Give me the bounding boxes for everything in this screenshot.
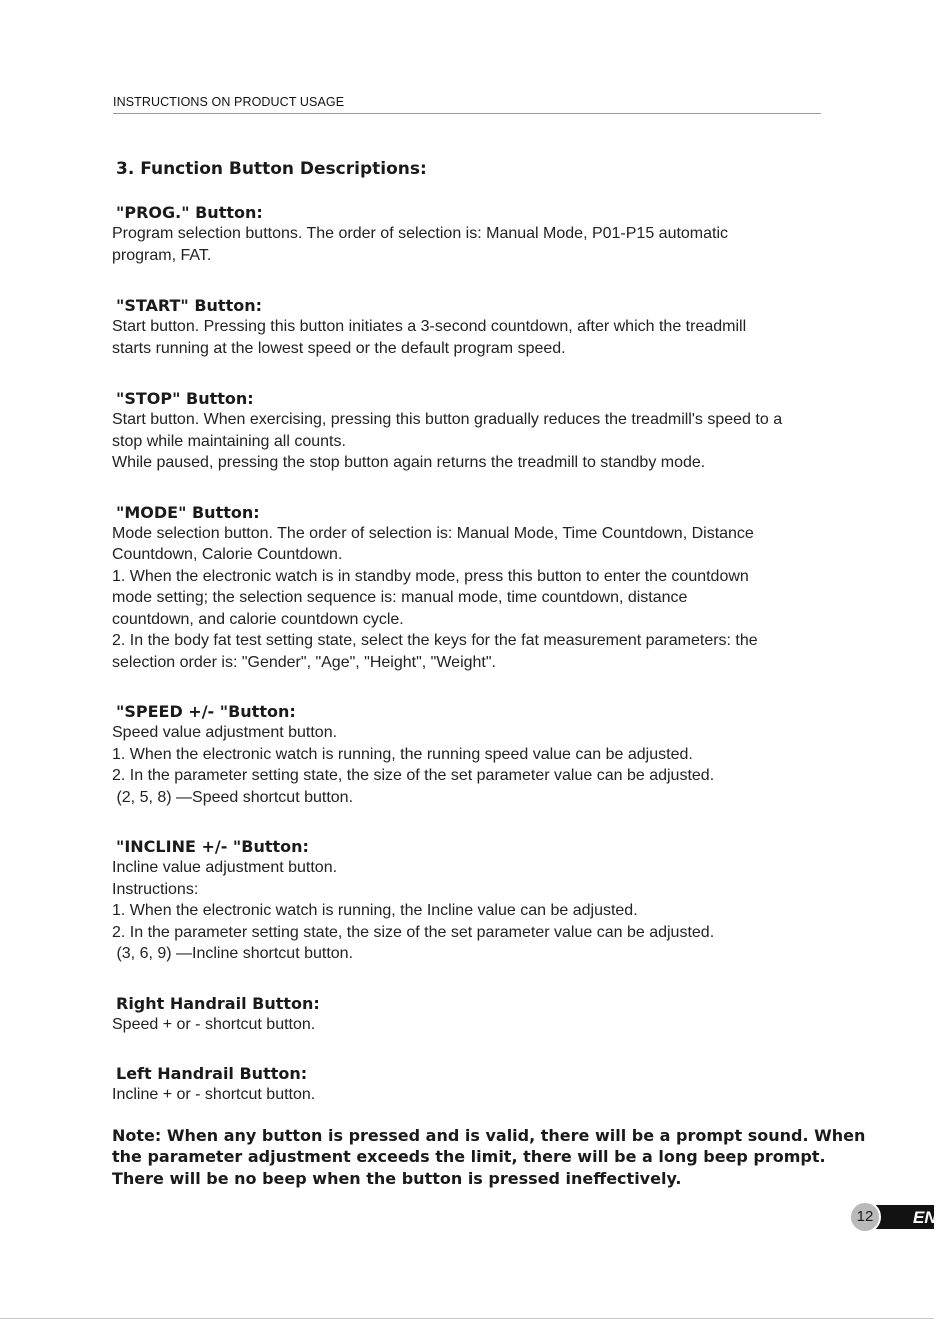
page-header [113,95,821,114]
body-line: (3, 6, 9) —Incline shortcut button. [112,945,354,962]
speed-button-heading: "SPEED +/- "Button: [116,702,296,721]
body-line: selection order is: "Gender", "Age", "Height", "Weight". [112,653,496,671]
start-button-heading: "START" Button: [116,296,262,315]
body-line: Program selection buttons. The order of selection is: Manual Mode, P01-P15 automatic [112,225,729,242]
stop-button-section [112,388,864,474]
body-line: countdown, and calorie countdown cycle. [112,610,404,628]
language-tab [873,1205,937,1229]
incline-button-section [112,836,864,965]
body-line: Countdown, Calorie Countdown. [112,546,343,563]
document-body [112,158,864,1189]
body-line: While paused, pressing the stop button again returns the treadmill to standby mode. [112,454,706,471]
note-line: Note: When any button is pressed and is valid, there will be a prompt sound. When [112,1125,866,1145]
body-line: starts running at the lowest speed or the default program speed. [112,339,566,357]
note-line: There will be no beep when the button is pressed ineffectively. [112,1168,682,1188]
body-line: mode setting; the selection sequence is: manual mode, time countdown, distance [112,589,688,606]
prog-button-section [112,202,864,266]
body-line: Incline value adjustment button. [112,859,338,876]
note-section [112,1125,864,1190]
body-line: Instructions: [112,880,199,898]
incline-button-heading: "INCLINE +/- "Button: [116,837,309,856]
body-line: 2. In the parameter setting state, the size of the set parameter value can be adjusted. [112,923,715,941]
body-line: Start button. When exercising, pressing this button gradually reduces the treadmill's speed to a [112,411,783,428]
body-line: 1. When the electronic watch is in standby mode, press this button to enter the countdown [112,567,749,585]
body-line: program, FAT. [112,246,212,264]
left-handrail-section [112,1063,864,1106]
right-handrail-heading: Right Handrail Button: [116,993,320,1013]
footer-divider [0,1318,934,1319]
start-button-section [112,295,864,359]
body-line: 1. When the electronic watch is running, the running speed value can be adjusted. [112,745,693,763]
page-badge [849,1201,937,1233]
mode-button-heading: "MODE" Button: [116,502,260,522]
body-line: (2, 5, 8) —Speed shortcut button. [112,788,354,806]
mode-button-section [112,502,864,674]
left-handrail-heading: Left Handrail Button: [116,1064,308,1083]
stop-button-heading: "STOP" Button: [116,389,254,408]
body-line: Speed + or - shortcut button. [112,1015,316,1033]
body-line: 1. When the electronic watch is running, the Incline value can be adjusted. [112,902,638,919]
prog-button-heading: "PROG." Button: [116,203,263,222]
language-label: EN [913,1208,937,1227]
page-number: 12 [849,1201,881,1233]
body-line: Speed value adjustment button. [112,724,338,741]
body-line: Incline + or - shortcut button. [112,1086,316,1103]
speed-button-section [112,701,864,808]
body-line: 2. In the parameter setting state, the size of the set parameter value can be adjusted. [112,767,715,784]
body-line: Start button. Pressing this button initiates a 3-second countdown, after which the treadmill [112,318,747,335]
body-line: stop while maintaining all counts. [112,432,346,450]
body-line: 2. In the body fat test setting state, select the keys for the fat measurement parameters: the [112,632,758,649]
right-handrail-section [112,993,864,1036]
header-title: INSTRUCTIONS ON PRODUCT USAGE [113,95,345,109]
section-title: 3. Function Button Descriptions: [116,159,427,179]
note-line: the parameter adjustment exceeds the limit, there will be a long beep prompt. [112,1147,826,1166]
body-line: Mode selection button. The order of selection is: Manual Mode, Time Countdown, Distance [112,524,754,542]
